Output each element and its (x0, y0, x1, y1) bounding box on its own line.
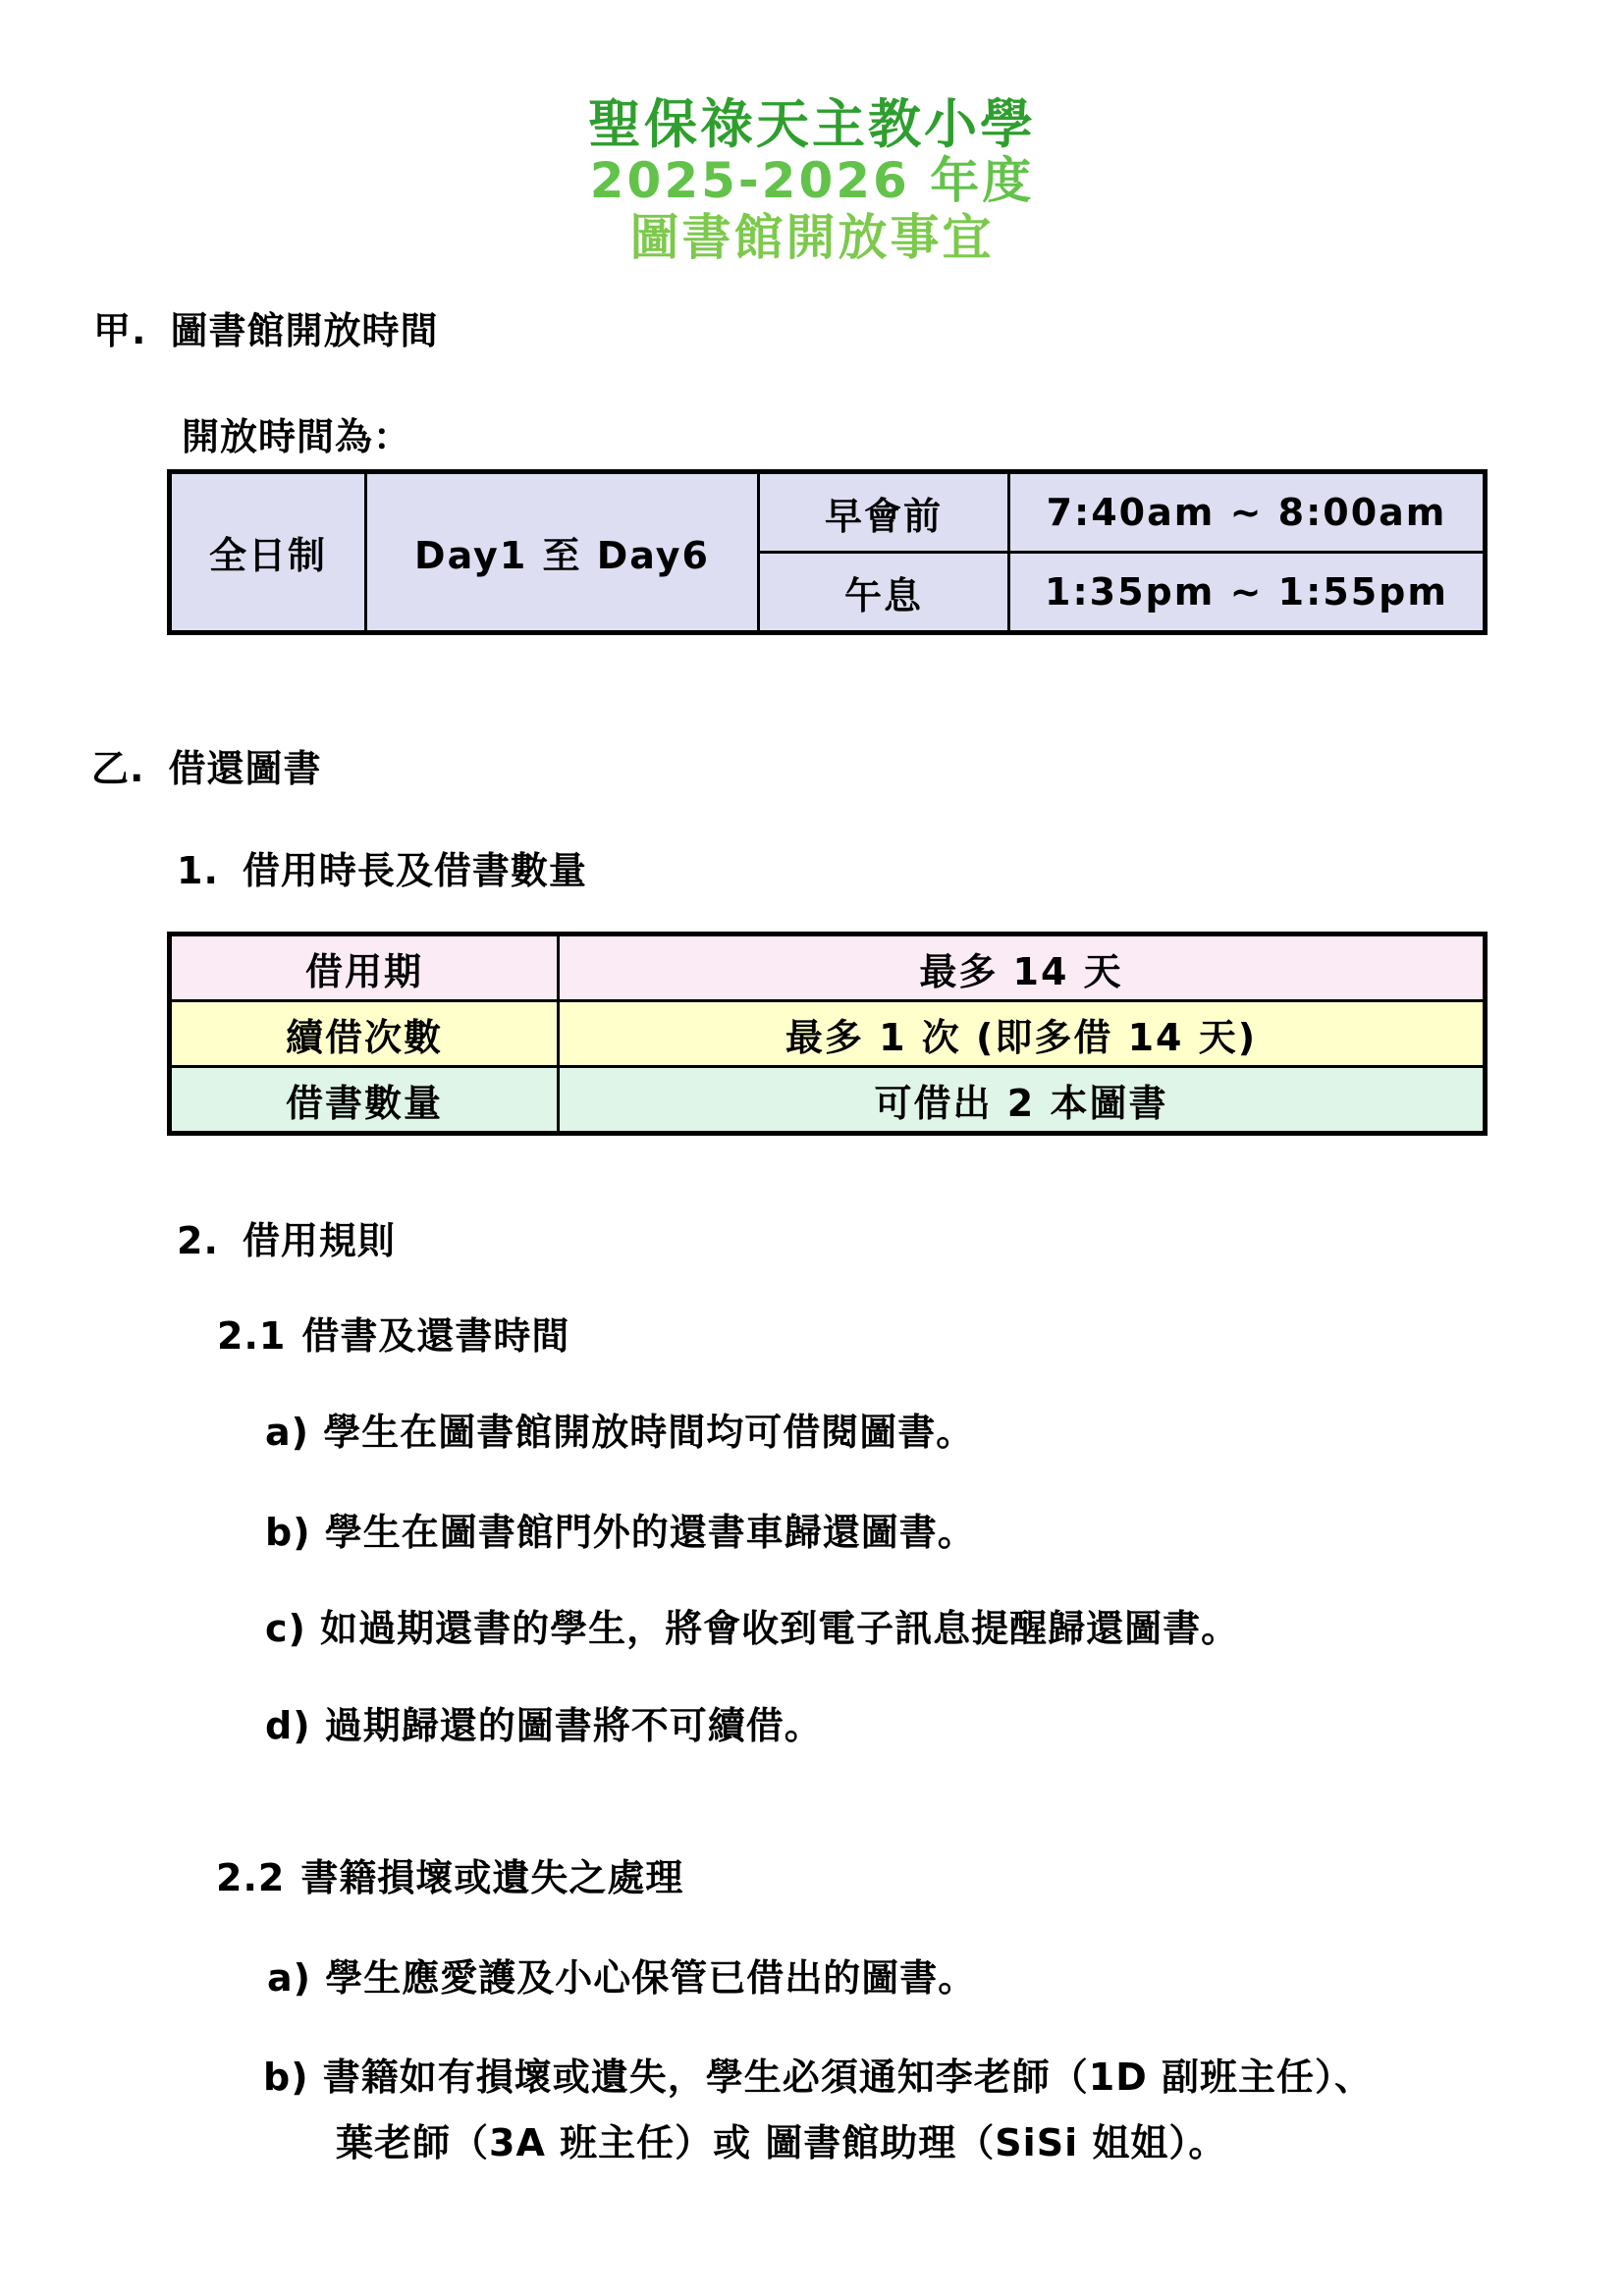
rules-cell-period-label: 借用期 (170, 934, 559, 1001)
list-item-2-1-b: b) 學生在圖書館門外的還書車歸還圖書。 (265, 1511, 976, 1554)
rules-row-quantity (170, 1067, 1486, 1134)
section-b-label: 乙. (91, 747, 145, 790)
item-2-heading (177, 1210, 396, 1264)
section-a-heading (93, 300, 438, 354)
rules-cell-quantity-value: 可借出 2 本圖書 (559, 1067, 1486, 1134)
sub-2-2-title: 書籍損壞或遺失之處理 (300, 1856, 684, 1899)
item-1-label: 1. (177, 849, 219, 892)
list-item-2-1-c: c) 如過期還書的學生，將會收到電子訊息提醒歸還圖書。 (265, 1607, 1240, 1650)
list-item-2-2-b-line2: 葉老師（3A 班主任）或 圖書館助理（SiSi 姐姐）。 (336, 2121, 1227, 2164)
sub-2-2-label: 2.2 (216, 1856, 286, 1899)
rules-row-renewal (170, 1001, 1486, 1067)
rules-cell-renewal-value: 最多 1 次 (即多借 14 天) (559, 1001, 1486, 1067)
schedule-row-morning (170, 472, 1486, 553)
schedule-cell-session-noon: 午息 (759, 553, 1009, 633)
sub-2-2-heading (216, 1847, 683, 1901)
rules-cell-period-value: 最多 14 天 (559, 934, 1486, 1001)
opening-hours-table (167, 469, 1488, 635)
borrowing-rules-table (167, 932, 1488, 1136)
schedule-cell-time-noon: 1:35pm ~ 1:55pm (1009, 553, 1486, 633)
item-1-heading (177, 840, 587, 894)
school-year-title: 2025-2026 年度 (589, 152, 1035, 209)
school-name-title: 聖保祿天主教小學 (588, 93, 1036, 155)
document-title: 圖書館開放事宜 (629, 209, 995, 266)
schedule-cell-time-morning: 7:40am ~ 8:00am (1009, 472, 1486, 553)
schedule-cell-days: Day1 至 Day6 (366, 472, 759, 633)
section-b-title: 借還圖書 (168, 747, 322, 790)
list-item-2-1-d: d) 過期歸還的圖書將不可續借。 (265, 1704, 823, 1747)
section-a-title: 圖書館開放時間 (170, 309, 439, 352)
sub-2-1-title: 借書及還書時間 (301, 1314, 570, 1358)
schedule-cell-mode: 全日制 (170, 472, 366, 633)
opening-hours-intro: 開放時間為： (182, 415, 412, 458)
section-a-label: 甲. (93, 309, 147, 352)
list-item-2-2-a: a) 學生應愛護及小心保管已借出的圖書。 (267, 1956, 977, 2000)
schedule-cell-session-morning: 早會前 (759, 472, 1009, 553)
section-b-heading (91, 738, 321, 792)
item-1-title: 借用時長及借書數量 (242, 849, 587, 892)
sub-2-1-label: 2.1 (217, 1314, 287, 1358)
item-2-title: 借用規則 (242, 1219, 396, 1262)
sub-2-1-heading (217, 1306, 569, 1360)
list-item-2-1-a: a) 學生在圖書館開放時間均可借閱圖書。 (265, 1411, 975, 1454)
list-item-2-2-b-line1: b) 書籍如有損壞或遺失，學生必須通知李老師（1D 副班主任）、 (263, 2056, 1374, 2099)
item-2-label: 2. (177, 1219, 219, 1262)
rules-cell-renewal-label: 續借次數 (170, 1001, 559, 1067)
rules-row-period (170, 934, 1486, 1001)
rules-cell-quantity-label: 借書數量 (170, 1067, 559, 1134)
